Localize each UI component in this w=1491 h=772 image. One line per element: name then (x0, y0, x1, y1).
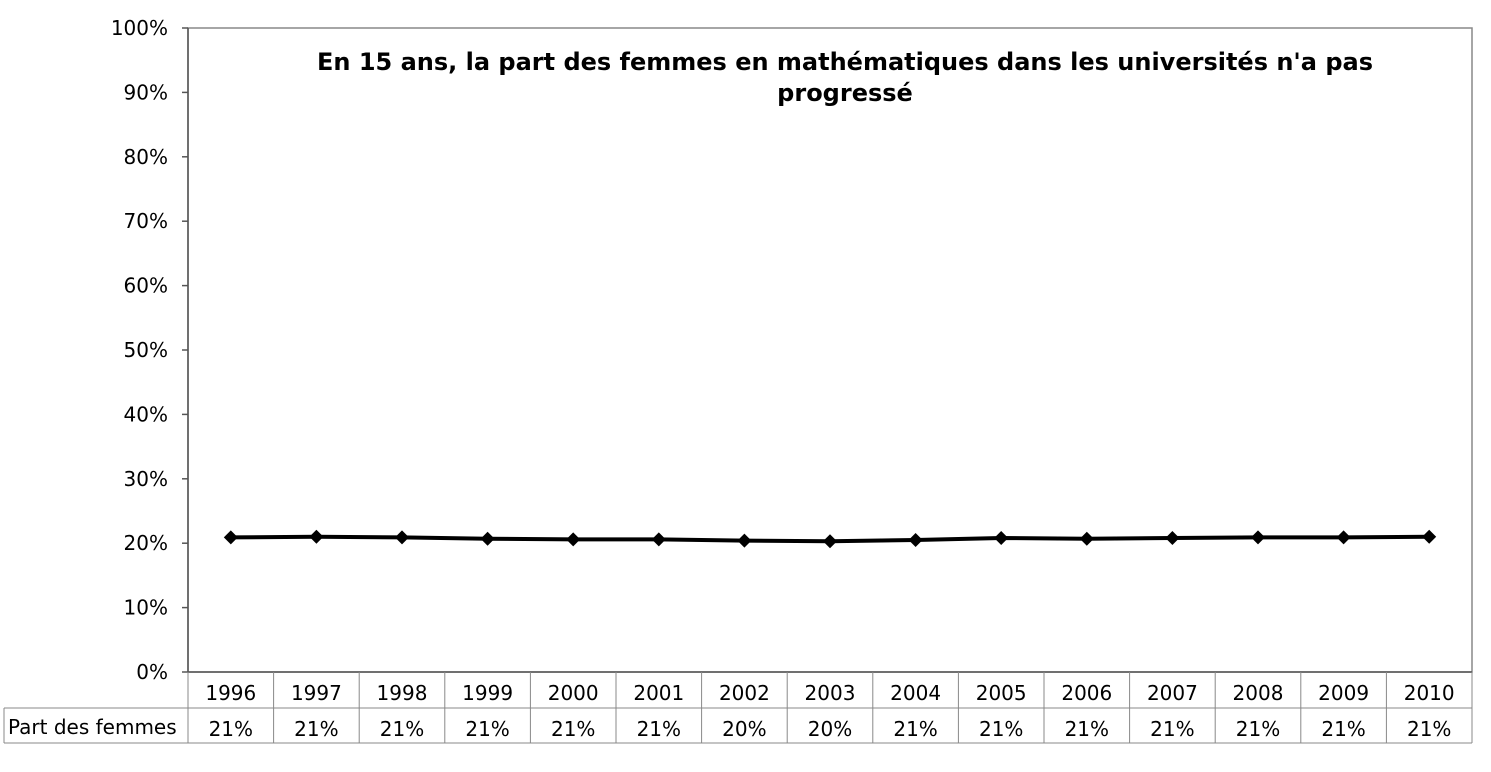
x-tick-label: 2006 (1061, 681, 1113, 705)
chart-title-line: En 15 ans, la part des femmes en mathématiques dans les universités n'a pas (317, 48, 1373, 76)
table-value: 21% (636, 717, 682, 741)
data-point-marker (1337, 530, 1351, 544)
table-series-name: Part des femmes (8, 715, 177, 739)
data-point-marker (224, 530, 238, 544)
table-value: 21% (294, 717, 339, 741)
y-axis (111, 16, 188, 684)
data-point-marker (309, 530, 323, 544)
data-point-marker (1251, 530, 1265, 544)
table-value: 21% (208, 717, 254, 741)
data-point-marker (395, 530, 409, 544)
y-tick-label: 10% (123, 595, 168, 620)
chart-title (317, 48, 1373, 107)
data-point-marker (737, 534, 751, 548)
table-value: 21% (893, 717, 938, 741)
table-value: 21% (465, 717, 510, 741)
x-tick-label: 2000 (547, 681, 599, 705)
y-tick-label: 70% (123, 209, 168, 234)
y-tick-label: 0% (136, 660, 168, 684)
table-value: 21% (1321, 717, 1366, 741)
data-point-marker (909, 533, 923, 547)
data-point-marker (1080, 532, 1094, 546)
data-point-marker (1422, 530, 1436, 544)
y-tick-label: 90% (123, 80, 168, 105)
x-tick-label: 1996 (205, 681, 257, 705)
y-tick-label: 20% (123, 531, 168, 556)
table-value: 21% (1235, 717, 1281, 741)
data-point-marker (994, 531, 1008, 545)
x-tick-label: 2003 (804, 681, 856, 705)
table-value: 20% (722, 717, 767, 741)
x-tick-label: 2008 (1232, 681, 1284, 705)
x-tick-label: 1999 (462, 681, 514, 705)
table-value: 21% (1064, 717, 1110, 741)
y-tick-label: 40% (123, 402, 168, 427)
table-value: 20% (807, 717, 853, 741)
table-value: 21% (379, 717, 425, 741)
series-part-des-femmes (224, 530, 1436, 549)
chart-title-line: progressé (777, 79, 913, 107)
data-table (4, 672, 1472, 743)
x-tick-label: 2002 (718, 681, 770, 705)
y-tick-label: 80% (123, 144, 168, 169)
data-point-marker (481, 532, 495, 546)
plot-border (188, 28, 1472, 672)
data-point-marker (566, 532, 580, 546)
data-point-marker (1165, 531, 1179, 545)
x-tick-label: 1997 (290, 681, 342, 705)
x-tick-label: 2004 (890, 681, 942, 705)
table-value: 21% (1150, 717, 1195, 741)
x-tick-label: 1998 (376, 681, 428, 705)
x-tick-label: 2005 (975, 681, 1027, 705)
y-tick-label: 60% (123, 273, 168, 298)
table-value: 21% (1406, 717, 1452, 741)
data-point-marker (823, 534, 837, 548)
x-tick-label: 2009 (1318, 681, 1370, 705)
table-value: 21% (550, 717, 596, 741)
data-point-marker (652, 532, 666, 546)
x-tick-label: 2010 (1403, 681, 1455, 705)
y-tick-label: 100% (110, 16, 168, 40)
y-tick-label: 50% (123, 338, 168, 362)
x-tick-label: 2001 (633, 681, 685, 705)
y-tick-label: 30% (123, 466, 168, 491)
plot-area (188, 28, 1472, 672)
x-tick-label: 2007 (1146, 681, 1198, 705)
table-value: 21% (978, 717, 1024, 741)
